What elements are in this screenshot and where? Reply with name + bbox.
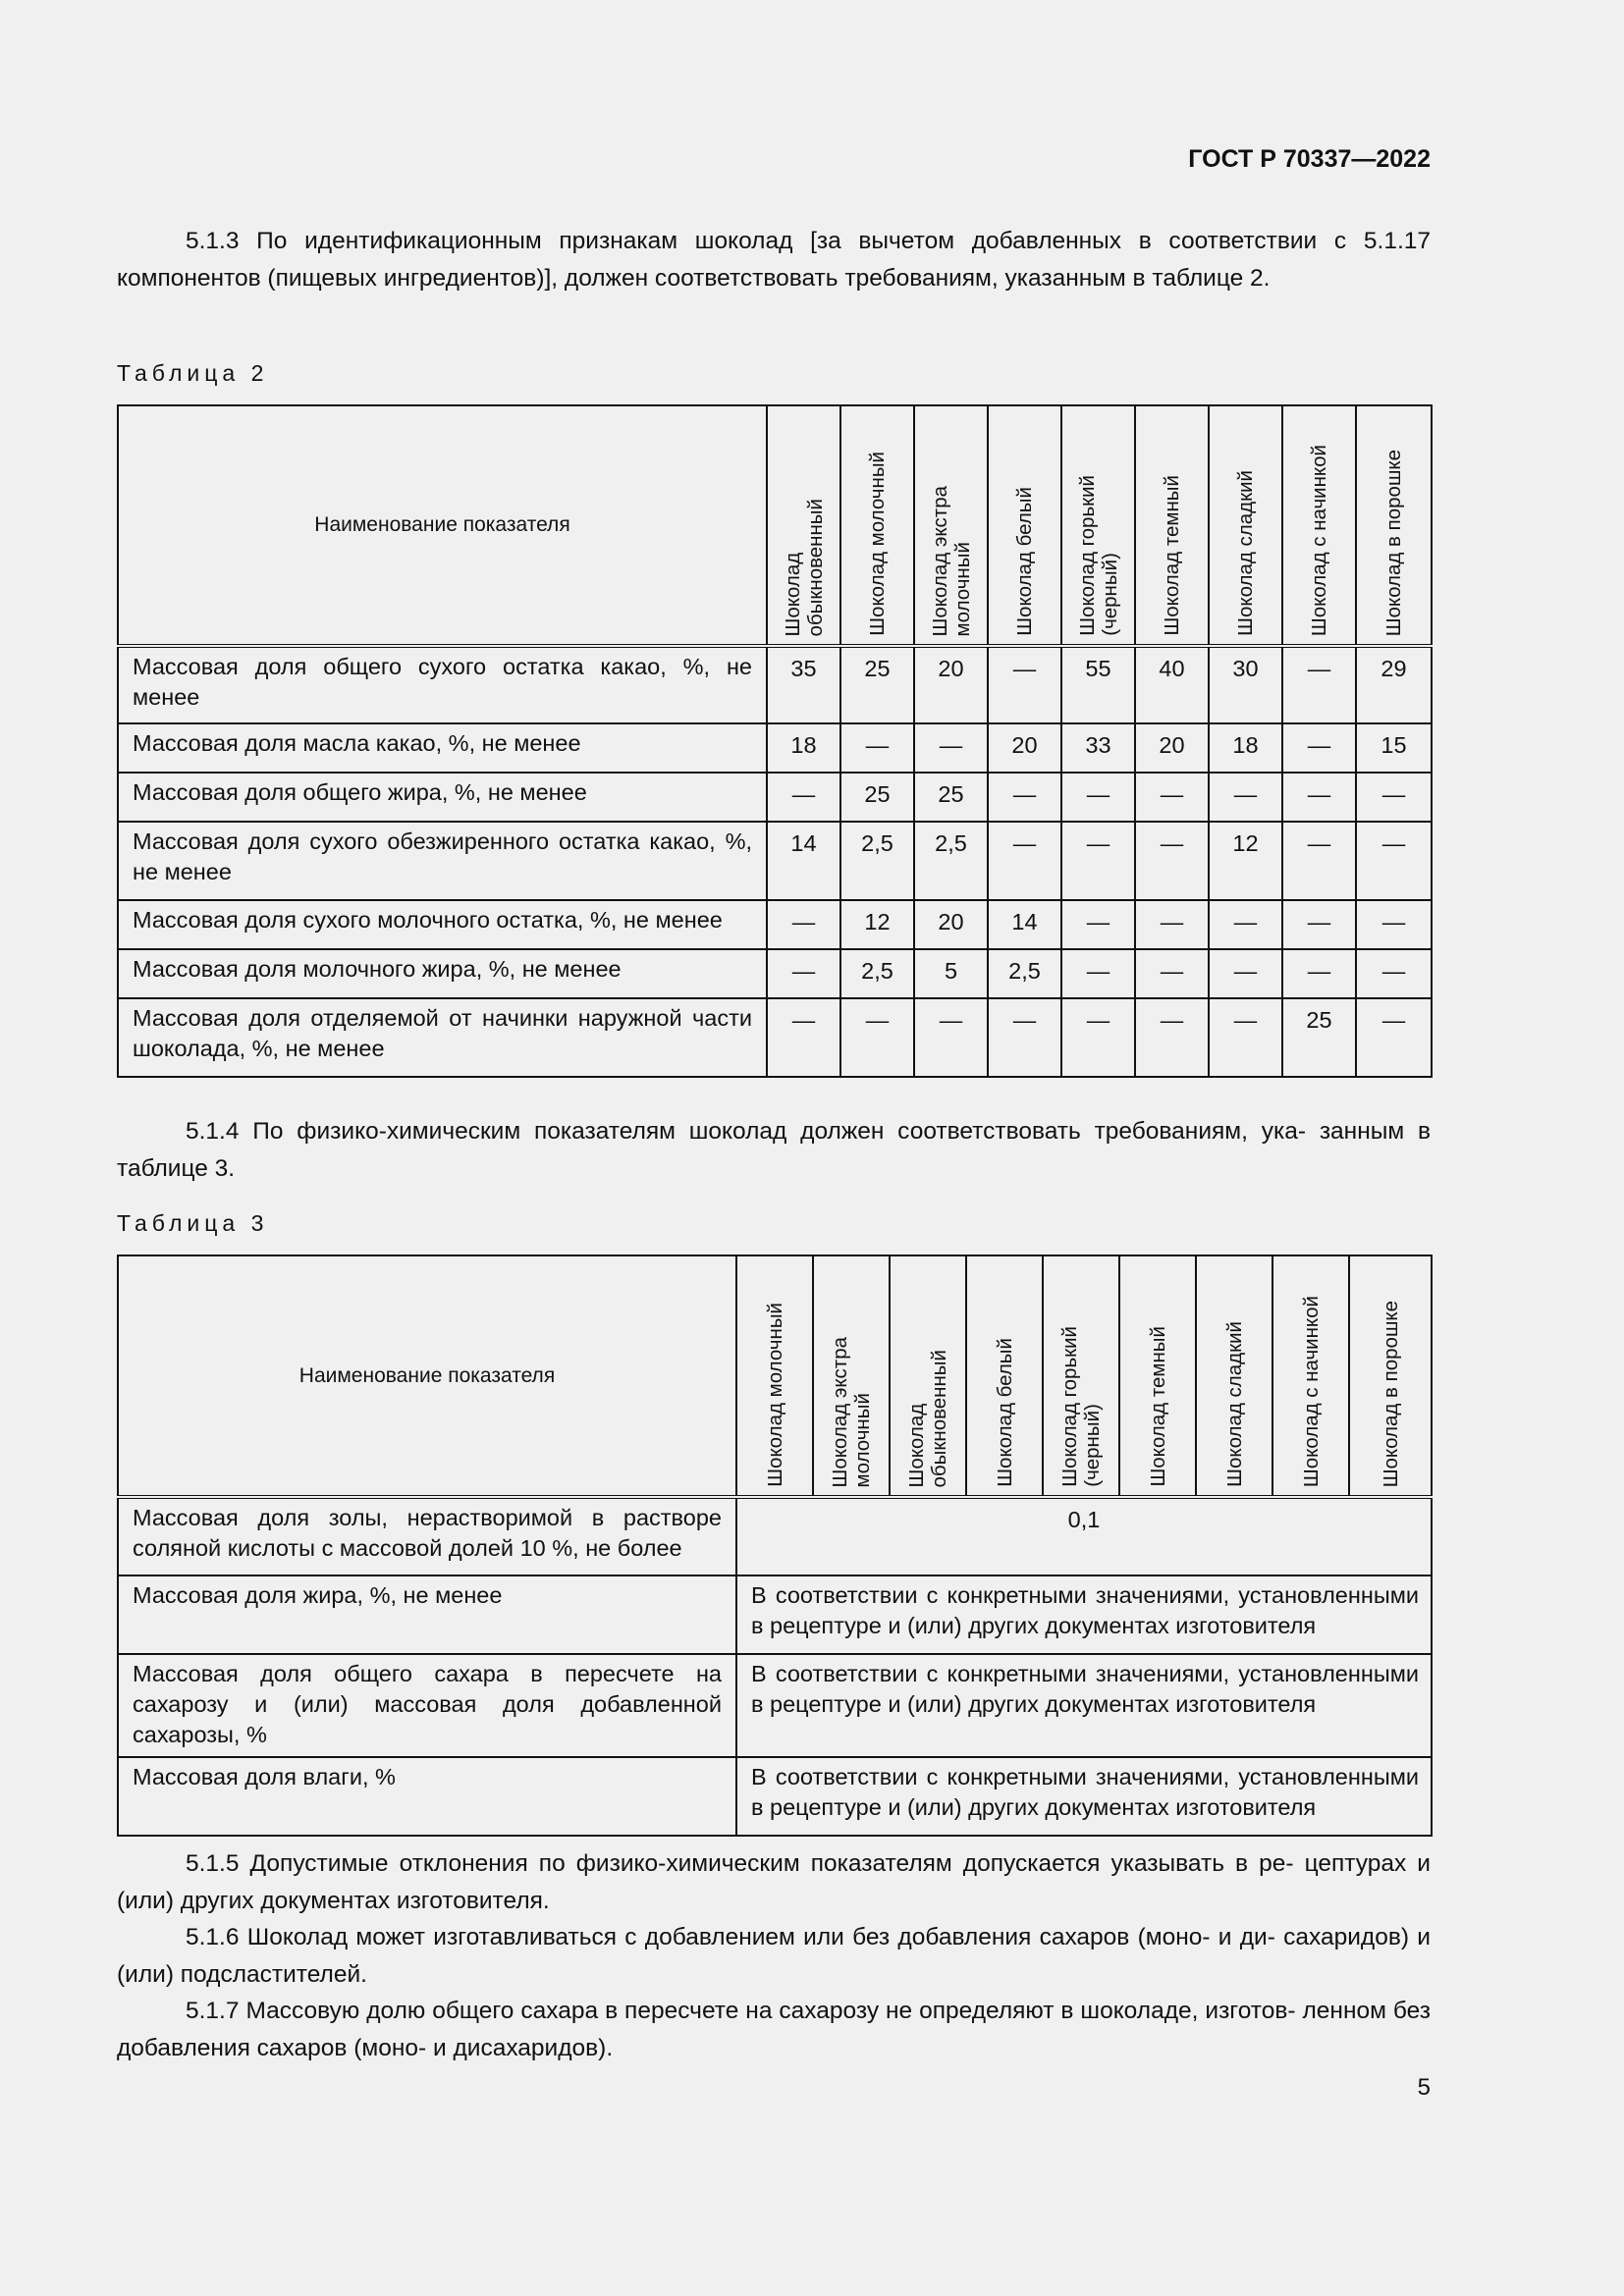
cell-value: — bbox=[1356, 998, 1432, 1077]
paragraph-first-line: 5.1.5 Допустимые отклонения по физико-химическим показателям допускается указывать в ре- bbox=[186, 1850, 1294, 1877]
page-number: 5 bbox=[1417, 2074, 1431, 2101]
table3-col-header bbox=[736, 1255, 813, 1497]
cell-value: — bbox=[1282, 646, 1356, 723]
cell-value: — bbox=[988, 646, 1061, 723]
paragraph-5-1-5 bbox=[117, 1845, 1431, 1920]
cell-value: 40 bbox=[1135, 646, 1209, 723]
paragraph-5-1-7 bbox=[117, 1993, 1431, 2067]
table3-col-header bbox=[1349, 1255, 1432, 1497]
cell-value: 20 bbox=[988, 723, 1061, 773]
cell-value: — bbox=[914, 723, 988, 773]
cell-value: — bbox=[767, 773, 840, 822]
cell-value: 33 bbox=[1061, 723, 1135, 773]
document-code: ГОСТ Р 70337—2022 bbox=[1188, 145, 1431, 173]
cell-value: 18 bbox=[767, 723, 840, 773]
cell-value: — bbox=[1209, 900, 1282, 949]
table-2 bbox=[117, 404, 1433, 1078]
cell-value: — bbox=[1061, 773, 1135, 822]
table-row bbox=[118, 646, 1432, 723]
table2-col-header bbox=[1061, 405, 1135, 646]
table2-col-header bbox=[1282, 405, 1356, 646]
table2-col-header bbox=[988, 405, 1061, 646]
table-row bbox=[118, 773, 1432, 822]
cell-value: — bbox=[988, 998, 1061, 1077]
cell-value: — bbox=[1209, 949, 1282, 998]
cell-value: 2,5 bbox=[914, 822, 988, 900]
paragraph-rest: цептурах и (или) других документах изготовителя. bbox=[117, 1850, 1431, 1914]
cell-value: 15 bbox=[1356, 723, 1432, 773]
paragraph-first-line: 5.1.3 По идентификационным признакам шоколад [за вычетом добавленных в соответствии с bbox=[186, 228, 1347, 254]
paragraph-first-line: 5.1.4 По физико-химическим показателям шоколад должен соответствовать требованиям, ука- bbox=[186, 1118, 1307, 1145]
table3-col-header bbox=[1196, 1255, 1272, 1497]
table2-header-row bbox=[118, 405, 1432, 646]
row-name: Массовая доля масла какао, %, не менее bbox=[118, 723, 767, 773]
table3-col-label: Шоколад сладкий bbox=[1222, 1321, 1246, 1487]
table3-col-label: Шоколад с начинкой bbox=[1299, 1295, 1323, 1487]
cell-value: — bbox=[1135, 998, 1209, 1077]
paragraph-5-1-6 bbox=[117, 1919, 1431, 1994]
cell-value: — bbox=[767, 949, 840, 998]
cell-value: — bbox=[1356, 773, 1432, 822]
cell-value: 25 bbox=[840, 773, 914, 822]
row-name: Массовая доля жира, %, не менее bbox=[118, 1575, 736, 1654]
paragraph-5-1-4 bbox=[117, 1113, 1431, 1188]
table2-col-label: Шоколад с начинкой bbox=[1308, 444, 1330, 636]
cell-value: — bbox=[1135, 949, 1209, 998]
table2-col-label: Шоколад темный bbox=[1161, 475, 1183, 636]
table3-col-label: Шоколад обыкновенный bbox=[905, 1349, 950, 1487]
cell-value: — bbox=[1282, 949, 1356, 998]
table3-col-header bbox=[966, 1255, 1043, 1497]
paragraph-first-line: 5.1.7 Массовую долю общего сахара в пересчете на сахарозу не определяют в шоколаде, изготов- bbox=[186, 1998, 1296, 2024]
table-row bbox=[118, 1575, 1432, 1654]
cell-value: В соответствии с конкретными значениями, установленными в рецептуре и (или) других документах изготовителя bbox=[736, 1757, 1432, 1836]
cell-value: 29 bbox=[1356, 646, 1432, 723]
cell-value: 18 bbox=[1209, 723, 1282, 773]
table-row bbox=[118, 998, 1432, 1077]
cell-value: — bbox=[1061, 949, 1135, 998]
table3-col-header bbox=[1272, 1255, 1349, 1497]
cell-value: 2,5 bbox=[840, 949, 914, 998]
table3-name-header: Наименование показателя bbox=[118, 1255, 736, 1497]
table2-col-header bbox=[914, 405, 988, 646]
table3-col-label: Шоколад молочный bbox=[763, 1303, 786, 1487]
table-row bbox=[118, 822, 1432, 900]
table2-name-header: Наименование показателя bbox=[118, 405, 767, 646]
table2-col-label: Шоколад обыкновенный bbox=[781, 498, 827, 636]
paragraph-rest: сахаридов) и (или) подсластителей. bbox=[117, 1924, 1431, 1988]
cell-value: В соответствии с конкретными значениями, установленными в рецептуре и (или) других документах изготовителя bbox=[736, 1575, 1432, 1654]
table3-col-label: Шоколад горький (черный) bbox=[1058, 1326, 1104, 1487]
cell-value: — bbox=[1356, 822, 1432, 900]
cell-value: 20 bbox=[914, 900, 988, 949]
cell-value: — bbox=[1356, 900, 1432, 949]
cell-value: 20 bbox=[1135, 723, 1209, 773]
table2-col-label: Шоколад экстра молочный bbox=[928, 485, 974, 636]
cell-value: — bbox=[988, 822, 1061, 900]
table-row bbox=[118, 723, 1432, 773]
paragraph-first-line: 5.1.6 Шоколад может изготавливаться с добавлением или без добавления сахаров (моно- и ди- bbox=[186, 1924, 1275, 1950]
table3-caption: Таблица 3 bbox=[117, 1210, 269, 1236]
cell-value: 30 bbox=[1209, 646, 1282, 723]
table-row bbox=[118, 1497, 1432, 1575]
table2-col-header bbox=[840, 405, 914, 646]
table-row bbox=[118, 1654, 1432, 1757]
paragraph-rest: 5.1.17 компонентов (пищевых ингредиентов)], должен соответствовать требованиям, указанным в таблице 2. bbox=[117, 228, 1432, 292]
cell-value: 2,5 bbox=[988, 949, 1061, 998]
cell-value: 25 bbox=[914, 773, 988, 822]
paragraph-5-1-3 bbox=[117, 223, 1431, 297]
cell-value: — bbox=[1135, 773, 1209, 822]
table3-col-label: Шоколад экстра молочный bbox=[829, 1336, 874, 1487]
cell-value: — bbox=[840, 723, 914, 773]
cell-value: 35 bbox=[767, 646, 840, 723]
cell-value: 5 bbox=[914, 949, 988, 998]
cell-value: — bbox=[1282, 723, 1356, 773]
table3-col-header bbox=[890, 1255, 966, 1497]
row-name: Массовая доля отделяемой от начинки наружной части шоколада, %, не менее bbox=[118, 998, 767, 1077]
cell-value: 14 bbox=[988, 900, 1061, 949]
row-name: Массовая доля общего сахара в пересчете на сахарозу и (или) массовая доля добавленной сахарозы, % bbox=[118, 1654, 736, 1757]
cell-value: — bbox=[767, 900, 840, 949]
cell-value: 20 bbox=[914, 646, 988, 723]
cell-value: — bbox=[1209, 773, 1282, 822]
cell-value: — bbox=[1061, 822, 1135, 900]
cell-value: — bbox=[840, 998, 914, 1077]
row-name: Массовая доля молочного жира, %, не менее bbox=[118, 949, 767, 998]
table3-col-label: Шоколад в порошке bbox=[1379, 1300, 1402, 1487]
table3-col-label: Шоколад темный bbox=[1146, 1326, 1169, 1487]
table2-col-label: Шоколад молочный bbox=[866, 452, 889, 636]
cell-value: — bbox=[1061, 900, 1135, 949]
table-row bbox=[118, 900, 1432, 949]
cell-value: 12 bbox=[1209, 822, 1282, 900]
table2-col-header bbox=[767, 405, 840, 646]
cell-value: — bbox=[1282, 822, 1356, 900]
table2-caption: Таблица 2 bbox=[117, 360, 269, 386]
row-name: Массовая доля влаги, % bbox=[118, 1757, 736, 1836]
cell-value: — bbox=[1135, 900, 1209, 949]
row-name: Массовая доля сухого обезжиренного остатка какао, %, не менее bbox=[118, 822, 767, 900]
cell-value: — bbox=[1209, 998, 1282, 1077]
table-row bbox=[118, 1757, 1432, 1836]
cell-value: — bbox=[1135, 822, 1209, 900]
table2-col-label: Шоколад горький (черный) bbox=[1075, 475, 1121, 636]
paragraph-rest: ленном без добавления сахаров (моно- и дисахаридов). bbox=[117, 1998, 1432, 2061]
cell-value: — bbox=[1356, 949, 1432, 998]
cell-value: 2,5 bbox=[840, 822, 914, 900]
cell-value: — bbox=[1061, 998, 1135, 1077]
cell-value: 0,1 bbox=[736, 1497, 1432, 1575]
cell-value: — bbox=[1282, 900, 1356, 949]
table-3 bbox=[117, 1255, 1433, 1837]
table-row bbox=[118, 949, 1432, 998]
row-name: Массовая доля общего сухого остатка какао, %, не менее bbox=[118, 646, 767, 723]
table3-col-header bbox=[1119, 1255, 1196, 1497]
cell-value: — bbox=[767, 998, 840, 1077]
table2-col-header bbox=[1356, 405, 1432, 646]
table3-col-header bbox=[813, 1255, 890, 1497]
table3-header-row bbox=[118, 1255, 1432, 1497]
row-name: Массовая доля золы, нерастворимой в растворе соляной кислоты с массовой долей 10 %, не более bbox=[118, 1497, 736, 1575]
table2-col-label: Шоколад в порошке bbox=[1382, 449, 1405, 636]
cell-value: В соответствии с конкретными значениями, установленными в рецептуре и (или) других документах изготовителя bbox=[736, 1654, 1432, 1757]
cell-value: 55 bbox=[1061, 646, 1135, 723]
cell-value: — bbox=[988, 773, 1061, 822]
table2-col-header bbox=[1209, 405, 1282, 646]
cell-value: — bbox=[1282, 773, 1356, 822]
row-name: Массовая доля общего жира, %, не менее bbox=[118, 773, 767, 822]
table2-col-label: Шоколад белый bbox=[1013, 487, 1036, 636]
table2-col-header bbox=[1135, 405, 1209, 646]
table3-col-label: Шоколад белый bbox=[993, 1338, 1016, 1487]
paragraph-rest: занным в таблице 3. bbox=[117, 1118, 1431, 1182]
table3-col-header bbox=[1043, 1255, 1119, 1497]
row-name: Массовая доля сухого молочного остатка, %, не менее bbox=[118, 900, 767, 949]
cell-value: 25 bbox=[840, 646, 914, 723]
cell-value: 12 bbox=[840, 900, 914, 949]
cell-value: 25 bbox=[1282, 998, 1356, 1077]
table2-col-label: Шоколад сладкий bbox=[1234, 470, 1257, 636]
cell-value: 14 bbox=[767, 822, 840, 900]
cell-value: — bbox=[914, 998, 988, 1077]
